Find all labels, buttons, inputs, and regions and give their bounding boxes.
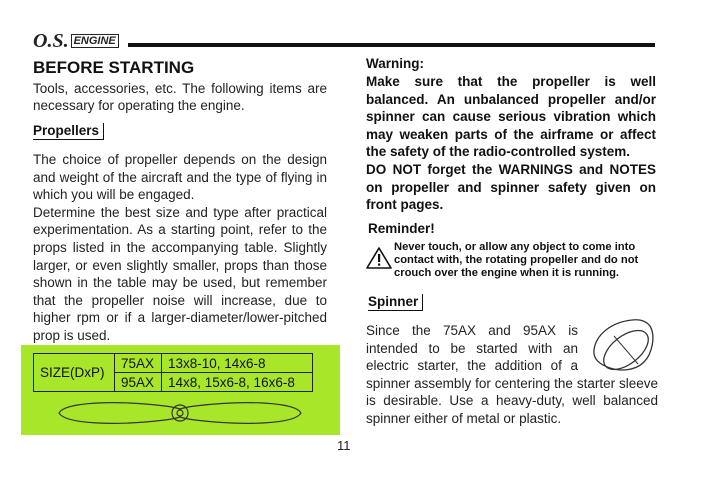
sizes-cell: 13x8-10, 14x6-8 <box>162 354 313 373</box>
page-title: BEFORE STARTING <box>33 58 195 77</box>
header-rule <box>128 43 655 47</box>
spinner-line-3: electric starter, the addition of a <box>366 358 578 374</box>
spinner-line-rest: spinner assembly for centering the starter sleeve is desirable. Use a heavy-duty, well balanced spinner either of metal or plastic. <box>366 375 658 426</box>
reminder-title: Reminder! <box>368 221 435 236</box>
reminder-text: Never touch, or allow any object to come into contact with, the rotating propeller and do not crouch over the engine when it is running. <box>394 241 639 279</box>
size-header-cell: SIZE(DxP) <box>34 354 115 392</box>
spinner-line-1: Since the 75AX and 95AX is <box>366 323 578 338</box>
prop-size-table <box>33 353 313 392</box>
logo-engine: ENGINE <box>71 34 119 48</box>
logo-os: O.S. <box>33 30 69 52</box>
spinner-illustration <box>586 314 658 374</box>
warning-body <box>366 73 656 214</box>
sizes-cell: 14x8, 15x6-8, 16x6-8 <box>162 373 313 392</box>
os-engine-logo <box>33 30 119 53</box>
intro-text: Tools, accessories, etc. The following items are necessary for operating the engine. <box>33 81 327 113</box>
page-number: 11 <box>337 438 351 453</box>
propellers-para-1: The choice of propeller depends on the design and weight of the aircraft and the type of flying in which you will be engaged. <box>33 152 327 203</box>
propellers-body <box>33 151 327 345</box>
propellers-para-2: Determine the best size and type after practical experimentation. As a starting point, refer to the props listed in the accompanying table. Slightly larger, or even slightly smaller, props than those shown in the table may be used, but remember that the propeller noise will increase, due to higher rpm or if a larger-diameter/lower-pitched prop is used. <box>33 204 327 343</box>
warning-para-1: Make sure that the propeller is well balanced. An unbalanced propeller and/or spinner can cause serious vibration which may weaken parts of the airframe or affect the safety of the radio-controlled system. <box>366 74 656 160</box>
spinner-line-2: intended to be started with an <box>366 340 578 356</box>
model-cell: 95AX <box>115 373 162 392</box>
model-cell: 75AX <box>115 354 162 373</box>
propeller-illustration <box>55 396 305 430</box>
warning-title: Warning: <box>366 56 424 71</box>
propellers-heading: Propellers <box>33 123 104 140</box>
table-row <box>34 354 313 373</box>
warning-triangle-icon <box>366 247 392 269</box>
spinner-heading: Spinner <box>368 294 423 311</box>
warning-para-2: DO NOT forget the WARNINGS and NOTES on propeller and spinner safety given on front pages. <box>366 161 656 213</box>
